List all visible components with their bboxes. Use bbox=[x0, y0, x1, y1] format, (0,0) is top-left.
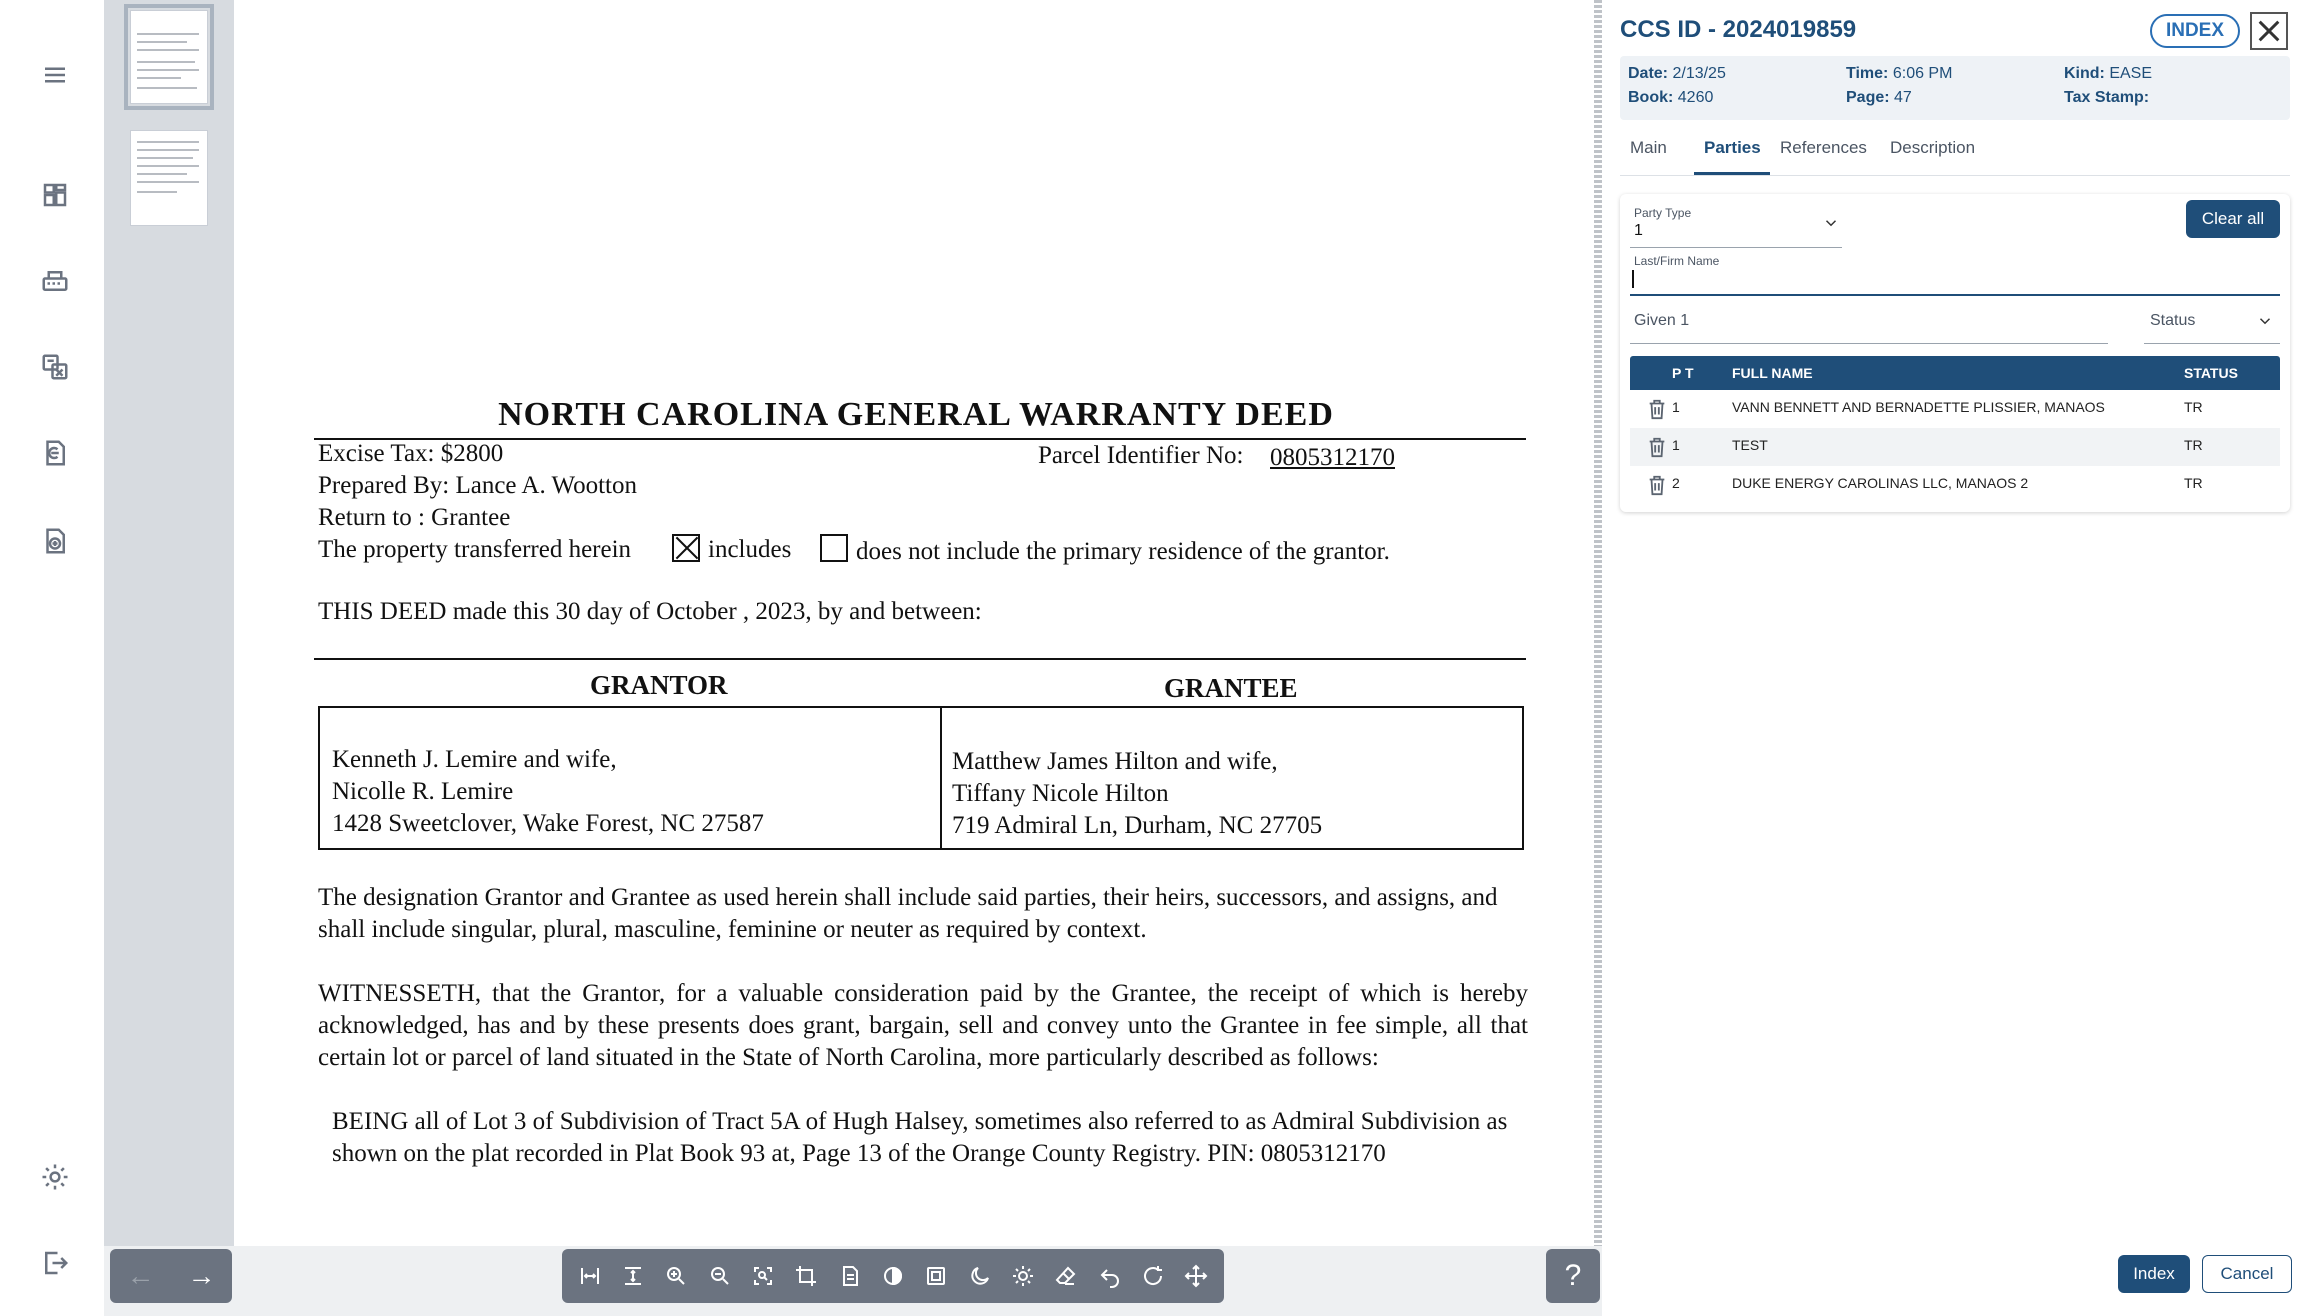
cancel-button[interactable]: Cancel bbox=[2202, 1255, 2292, 1293]
status-chevron-icon[interactable] bbox=[2256, 312, 2274, 335]
document-viewer[interactable] bbox=[234, 0, 1598, 1246]
party-type-select[interactable]: 1 bbox=[1634, 222, 1643, 239]
trash-icon[interactable] bbox=[1646, 397, 1668, 421]
trash-icon[interactable] bbox=[1646, 473, 1668, 497]
logout-icon[interactable] bbox=[32, 1240, 78, 1286]
index-pill-button[interactable]: INDEX bbox=[2150, 14, 2240, 48]
text-cursor bbox=[1632, 270, 1634, 288]
fit-width-icon[interactable] bbox=[572, 1258, 608, 1294]
page-thumbnails bbox=[104, 0, 234, 1316]
return-to: Return to : Grantee bbox=[318, 504, 511, 531]
grantor-line-3: 1428 Sweetclover, Wake Forest, NC 27587 bbox=[332, 810, 764, 837]
dashboard-icon[interactable] bbox=[32, 172, 78, 218]
parties-table bbox=[1630, 356, 2280, 504]
header-full-name: FULL NAME bbox=[1732, 365, 1813, 381]
table-row[interactable] bbox=[1630, 428, 2280, 466]
crop-icon[interactable] bbox=[788, 1258, 824, 1294]
menu-icon[interactable] bbox=[32, 52, 78, 98]
page-value: 47 bbox=[1894, 89, 1912, 106]
zoom-selection-icon[interactable] bbox=[745, 1258, 781, 1294]
tab-description[interactable]: Description bbox=[1890, 138, 1976, 157]
ccs-id-title: CCS ID - 2024019859 bbox=[1620, 16, 1857, 43]
edit-doc-icon[interactable] bbox=[32, 430, 78, 476]
grantor-heading: GRANTOR bbox=[590, 670, 728, 700]
panel-tabs bbox=[1620, 132, 2290, 176]
being-paragraph: BEING all of Lot 3 of Subdivision of Tract 5A of Hugh Halsey, sometimes also referred to as Admiral Subdivision as shown on the plat recorded in Plat Book 93 at, Page 13 of the Orange County Registry. PIN: 0805312170 bbox=[332, 1108, 1508, 1167]
parcel-number: 0805312170 bbox=[1270, 444, 1395, 471]
record-metadata bbox=[1620, 56, 2290, 120]
grantee-heading: GRANTEE bbox=[1164, 673, 1298, 703]
row-pt: 2 bbox=[1672, 475, 1680, 491]
header-status: STATUS bbox=[2184, 365, 2238, 381]
designation-paragraph: The designation Grantor and Grantee as used herein shall include said parties, their heirs, successors, and assigns, and shall include singular, plural, masculine, feminine or neuter as required by context. bbox=[318, 884, 1498, 943]
brightness-icon[interactable] bbox=[1005, 1258, 1041, 1294]
chevron-down-icon[interactable] bbox=[1822, 214, 1840, 237]
page-label: Page: bbox=[1846, 89, 1890, 106]
property-text: The property transferred herein bbox=[318, 536, 632, 563]
fit-height-icon[interactable] bbox=[615, 1258, 651, 1294]
deed-page bbox=[234, 0, 1598, 1246]
grantee-line-2: Tiffany Nicole Hilton bbox=[952, 780, 1169, 807]
grantee-line-3: 719 Admiral Ln, Durham, NC 27705 bbox=[952, 812, 1323, 839]
time-value: 6:06 PM bbox=[1892, 65, 1953, 82]
row-status: TR bbox=[2184, 437, 2203, 453]
row-status: TR bbox=[2184, 475, 2203, 491]
previous-page-button[interactable]: ← bbox=[126, 1260, 155, 1291]
includes-label: includes bbox=[708, 536, 792, 563]
viewer-toolbar bbox=[562, 1249, 1224, 1303]
last-name-label: Last/Firm Name bbox=[1634, 254, 1720, 268]
grantor-line-1: Kenneth J. Lemire and wife, bbox=[332, 746, 617, 773]
document-icon[interactable] bbox=[832, 1258, 868, 1294]
gear-icon[interactable] bbox=[32, 1154, 78, 1200]
trash-icon[interactable] bbox=[1646, 435, 1668, 459]
eraser-icon[interactable] bbox=[1048, 1258, 1084, 1294]
row-pt: 1 bbox=[1672, 399, 1680, 415]
excise-tax: Excise Tax: $2800 bbox=[318, 440, 504, 467]
given-input[interactable]: Given 1 bbox=[1634, 312, 1690, 329]
prepared-by: Prepared By: Lance A. Wootton bbox=[318, 472, 637, 499]
deed-title: NORTH CAROLINA GENERAL WARRANTY DEED bbox=[498, 396, 1334, 433]
date-label: Date: bbox=[1628, 65, 1669, 82]
bottom-bar bbox=[104, 1246, 1598, 1316]
thumbnail-page-1[interactable] bbox=[130, 10, 208, 104]
tab-main[interactable]: Main bbox=[1630, 138, 1667, 157]
row-pt: 1 bbox=[1672, 437, 1680, 453]
row-name: TEST bbox=[1732, 437, 1768, 453]
tax-stamp-label: Tax Stamp: bbox=[2064, 89, 2150, 106]
add-doc-icon[interactable] bbox=[32, 518, 78, 564]
active-tab-indicator bbox=[1694, 172, 1770, 175]
not-include-label: does not include the primary residence of the grantor. bbox=[856, 538, 1390, 565]
last-name-input[interactable] bbox=[1630, 294, 2280, 296]
grantee-line-1: Matthew James Hilton and wife, bbox=[952, 748, 1278, 775]
help-button[interactable]: ? bbox=[1546, 1249, 1600, 1303]
rotate-icon[interactable] bbox=[1135, 1258, 1171, 1294]
clear-all-button[interactable]: Clear all bbox=[2186, 200, 2280, 238]
grantor-line-2: Nicolle R. Lemire bbox=[332, 778, 514, 805]
zoom-in-icon[interactable] bbox=[658, 1258, 694, 1294]
thumbnail-page-2[interactable] bbox=[130, 130, 208, 226]
close-icon[interactable] bbox=[2250, 12, 2288, 50]
dark-mode-icon[interactable] bbox=[962, 1258, 998, 1294]
row-name: VANN BENNETT AND BERNADETTE PLISSIER, MANAOS bbox=[1732, 399, 2105, 415]
table-row[interactable] bbox=[1630, 390, 2280, 428]
viewer-edge bbox=[1594, 0, 1602, 1246]
book-label: Book: bbox=[1628, 89, 1674, 106]
date-value: 2/13/25 bbox=[1672, 65, 1726, 82]
made-line: THIS DEED made this 30 day of October , 2023, by and between: bbox=[318, 598, 982, 625]
kind-label: Kind: bbox=[2064, 65, 2105, 82]
zoom-out-icon[interactable] bbox=[702, 1258, 738, 1294]
left-nav bbox=[0, 0, 104, 1316]
not-include-checkbox bbox=[820, 534, 848, 562]
translate-icon[interactable] bbox=[32, 344, 78, 390]
includes-checkbox bbox=[672, 534, 700, 562]
undo-icon[interactable] bbox=[1092, 1258, 1128, 1294]
next-page-button[interactable]: → bbox=[187, 1260, 216, 1291]
book-value: 4260 bbox=[1677, 89, 1714, 106]
witnesseth-paragraph: WITNESSETH, that the Grantor, for a valuable consideration paid by the Grantee, the receipt of which is hereby acknowledged, has and by these presents does grant, bargain, sell and convey unto the Grantee in fee simple, all that certain lot or parcel of land situated in the State of North Carolina, more particularly described as follows: bbox=[318, 980, 1528, 1071]
move-icon[interactable] bbox=[1178, 1258, 1214, 1294]
status-select[interactable]: Status bbox=[2150, 312, 2196, 329]
kind-value: EASE bbox=[2109, 65, 2153, 82]
parties-card bbox=[1620, 194, 2290, 512]
tab-references[interactable]: References bbox=[1780, 138, 1867, 157]
contrast-icon[interactable] bbox=[875, 1258, 911, 1294]
party-type-label: Party Type bbox=[1634, 206, 1692, 220]
header-pt: P T bbox=[1672, 365, 1694, 381]
parcel-label: Parcel Identifier No: bbox=[1038, 442, 1244, 469]
table-header bbox=[1630, 356, 2280, 390]
index-panel bbox=[1602, 0, 2316, 1316]
tab-parties[interactable]: Parties bbox=[1704, 138, 1761, 157]
row-status: TR bbox=[2184, 399, 2203, 415]
time-label: Time: bbox=[1846, 65, 1889, 82]
row-name: DUKE ENERGY CAROLINAS LLC, MANAOS 2 bbox=[1732, 475, 2029, 491]
table-row[interactable] bbox=[1630, 466, 2280, 504]
page-navigation bbox=[110, 1249, 232, 1303]
index-button[interactable]: Index bbox=[2118, 1255, 2190, 1293]
scanner-icon[interactable] bbox=[32, 258, 78, 304]
image-adjust-icon[interactable] bbox=[918, 1258, 954, 1294]
